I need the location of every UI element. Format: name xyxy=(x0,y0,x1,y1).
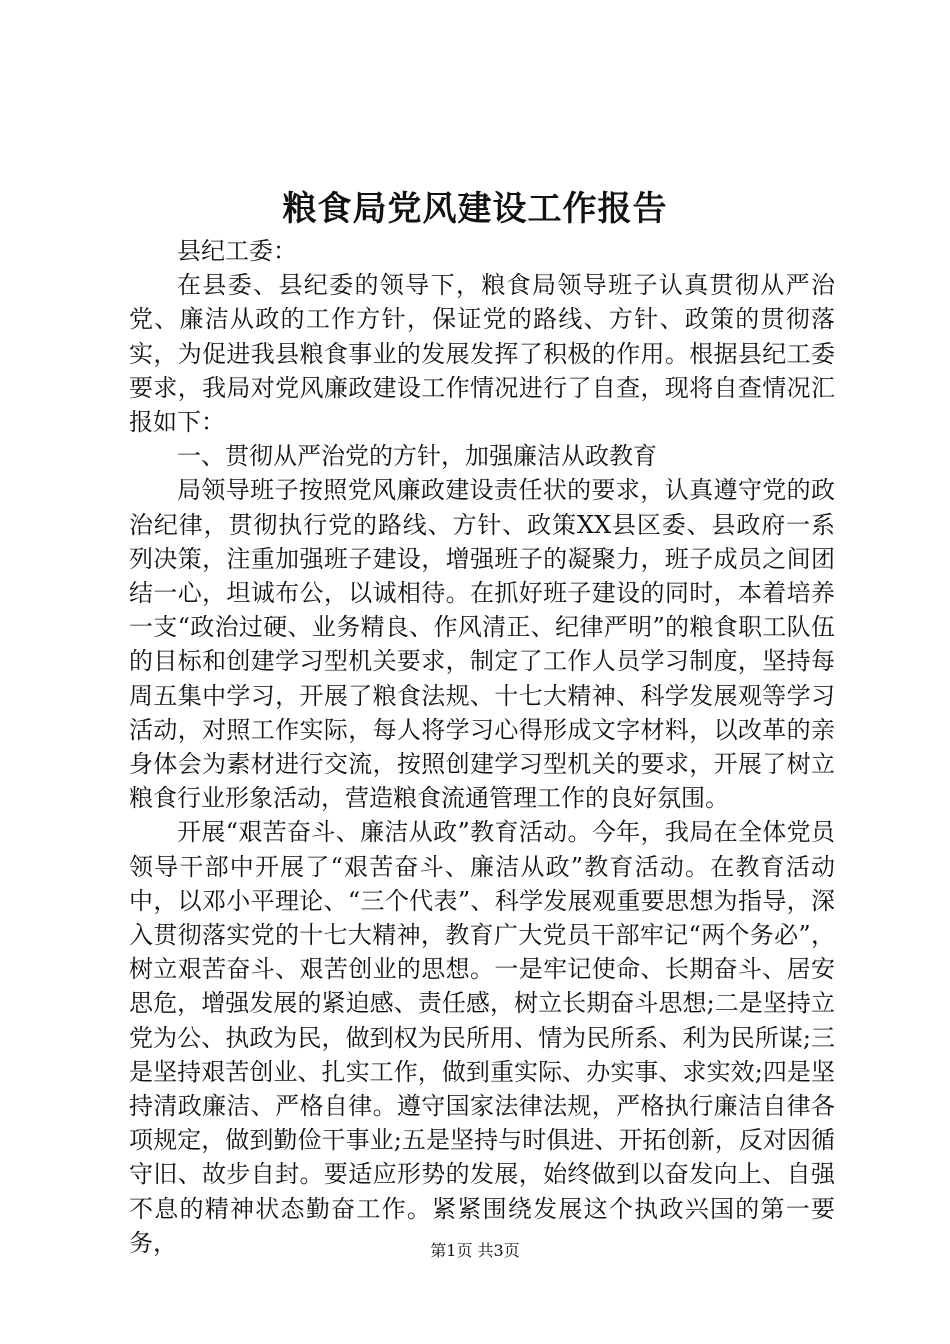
document-body xyxy=(129,234,835,1260)
paragraph-intro: 在县委、县纪委的领导下，粮食局领导班子认真贯彻从严治党、廉洁从政的工作方针，保证党的路线、方针、政策的贯彻落实，为促进我县粮食事业的发展发挥了积极的作用。根据县纪工委要求，我局对党风廉政建设工作情况进行了自查，现将自查情况汇报如下： xyxy=(129,271,835,437)
page-number-footer: 第1页 共3页 xyxy=(430,1241,520,1260)
section-heading-1: 一、贯彻从严治党的方针，加强廉洁从政教育 xyxy=(177,442,657,471)
paragraph-leadership: 局领导班子按照党风廉政建设责任状的要求，认真遵守党的政治纪律，贯彻执行党的路线、方针、政策XX县区委、县政府一系列决策，注重加强班子建设，增强班子的凝聚力，班子成员之间团结一心，坦诚布公，以诚相待。在抓好班子建设的同时，本着培养一支“政治过硬、业务精良、作风清正、纪律严明”的粮食职工队伍的目标和创建学习型机关要求，制定了工作人员学习制度，坚持每周五集中学习，开展了粮食法规、十七大精神、科学发展观等学习活动，对照工作实际，每人将学习心得形成文字材料，以改革的亲身体会为素材进行交流，按照创建学习型机关的要求，开展了树立粮食行业形象活动，营造粮食流通管理工作的良好氛围。 xyxy=(129,476,835,813)
document-title: 粮食局党风建设工作报告 xyxy=(282,189,668,229)
salutation: 县纪工委： xyxy=(177,237,297,265)
paragraph-education-campaign: 开展“艰苦奋斗、廉洁从政”教育活动。今年，我局在全体党员领导干部中开展了“艰苦奋斗、廉洁从政”教育活动。在教育活动中，以邓小平理论、“三个代表”、科学发展观重要思想为指导，深入贯彻落实党的十七大精神，教育广大党员干部牢记“两个务必”，树立艰苦奋斗、艰苦创业的思想。一是牢记使命、长期奋斗、居安思危，增强发展的紧迫感、责任感，树立长期奋斗思想;二是坚持立党为公、执政为民，做到权为民所用、情为民所系、利为民所谋;三是坚持艰苦创业、扎实工作，做到重实际、办实事、求实效;四是坚持清政廉洁、严格自律。遵守国家法律法规，严格执行廉洁自律各项规定，做到勤俭干事业;五是坚持与时俱进、开拓创新，反对因循守旧、故步自封。要适应形势的发展，始终做到以奋发向上、自强不息的精神状态勤奋工作。紧紧围绕发展这个执政兴国的第一要务， xyxy=(129,818,835,1257)
